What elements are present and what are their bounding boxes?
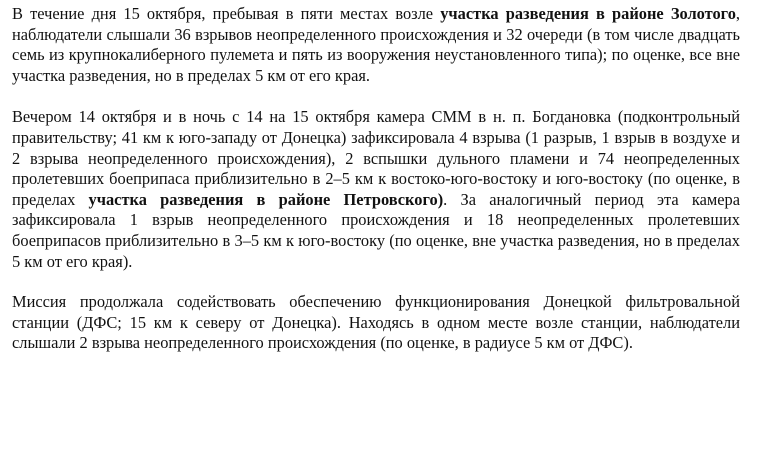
text-span: , наблюдатели слышали 36 взрывов неопределенного происхождения и 32 очереди (в том числе двадцать семь из крупнокалиберного пулемета и пять из вооружения неустановленного типа); по оценке, все вне участка разведения, но в пределах 5 км от его края. xyxy=(12,4,740,85)
paragraph-zolote-report xyxy=(12,4,740,86)
text-span: В течение дня 15 октября, пребывая в пяти местах возле xyxy=(12,4,441,23)
text-span: . За аналогичный период эта камера зафиксировала 1 взрыв неопределенного происхождения и 18 неопределенных пролетевших боеприпасов приблизительно в 3–5 км к юго-востоку (по оценке, вне участка разведения, но в пределах 5 км от его края). xyxy=(12,189,740,271)
bold-text-span: участка разведения в районе Петровского) xyxy=(88,189,444,209)
bold-text-span: участка разведения в районе Золотого xyxy=(440,4,736,23)
text-span: Вечером 14 октября и в ночь с 14 на 15 октября камера СММ в н. п. Богдановка (подконтрольный правительству; 41 км к юго-западу от Донецка) зафиксировала 4 взрыва (1 разрыв, 1 взрыв в воздухе и 2 взрыва неопределенного происхождения), 2 вспышки дульного пламени и 74 неопределенных пролетевших боеприпаса приблизительно в 2–5 км к востоко-юго-востоку и юго-востоку (по оценке, в пределах xyxy=(12,107,740,209)
text-span: Миссия продолжала содействовать обеспечению функционирования Донецкой фильтровальной станции (ДФС; 15 км к северу от Донецка). Находясь в одном месте возле станции, наблюдатели слышали 2 взрыва неопределенного происхождения (по оценке, в радиусе 5 км от ДФС). xyxy=(12,292,740,353)
document-body xyxy=(12,4,740,354)
paragraph-dfs-report xyxy=(12,292,740,354)
paragraph-bohdanivka-camera-report xyxy=(12,107,740,272)
